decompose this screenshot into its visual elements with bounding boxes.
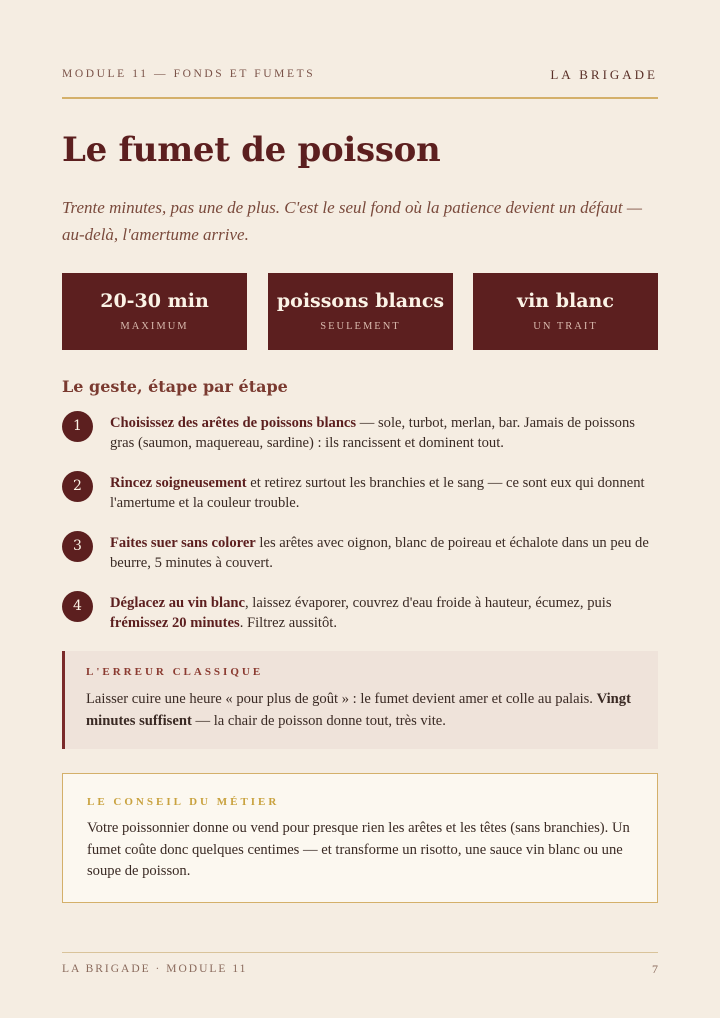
callout-bold: Vingt minutes suffisent: [86, 691, 631, 729]
stat-value: vin blanc: [517, 290, 614, 312]
step-bold: Rincez soigneusement: [110, 475, 247, 491]
step-text: [110, 473, 658, 513]
stat-value: 20-30 min: [100, 290, 209, 312]
callout-label: LE CONSEIL DU MÉTIER: [87, 796, 280, 808]
step-bold: Faites suer sans colorer: [110, 535, 256, 551]
footer-label: LA BRIGADE · MODULE 11: [62, 963, 248, 975]
page-title: Le fumet de poisson: [62, 130, 441, 170]
stats-row: [62, 273, 658, 350]
step-number-badge: 2: [62, 471, 93, 502]
step-bold: Choisissez des arêtes de poissons blancs: [110, 415, 357, 431]
header-divider: [62, 97, 658, 99]
step-body: les arêtes avec oignon, blanc de poireau et échalote dans un peu de beurre, 5 minutes à couvert.: [110, 535, 649, 571]
step-body: — sole, turbot, merlan, bar. Jamais de poissons gras (saumon, maquereau, sardine) : ils rancissent et dominent tout.: [110, 415, 635, 451]
stat-card-time: [62, 273, 247, 350]
stat-card-fish: [268, 273, 453, 350]
module-label: MODULE 11 — FONDS ET FUMETS: [62, 68, 316, 80]
callout-text: Laisser cuire une heure « pour plus de goût » : le fumet devient amer et colle au palais.: [86, 691, 597, 707]
page-number: 7: [652, 962, 658, 976]
callout-text-end: — la chair de poisson donne tout, très vite.: [191, 713, 446, 729]
step-bold: Déglacez au vin blanc: [110, 595, 245, 611]
stat-caption: SEULEMENT: [320, 321, 401, 332]
classic-error-callout: [62, 651, 658, 749]
step-text: [110, 593, 658, 633]
section-heading: Le geste, étape par étape: [62, 377, 288, 396]
page-header: [62, 68, 658, 84]
callout-label: L'ERREUR CLASSIQUE: [86, 666, 264, 678]
footer-divider: [62, 952, 658, 953]
step-body: et retirez surtout les branchies et le sang — ce sont eux qui donnent l'amertume et la couleur trouble.: [110, 475, 645, 511]
lede-text: Trente minutes, pas une de plus. C'est le seul fond où la patience devient un défaut — au-delà, l'amertume arrive.: [62, 198, 642, 244]
callout-body: [86, 688, 646, 732]
stat-caption: MAXIMUM: [120, 321, 189, 332]
step-bold-secondary: frémissez 20 minutes: [110, 615, 240, 631]
stat-value: poissons blancs: [276, 290, 445, 312]
brand-name: LA BRIGADE: [550, 67, 658, 82]
trade-tip-callout: [62, 773, 658, 903]
step-text: [110, 533, 658, 573]
stat-card-wine: [473, 273, 658, 350]
stat-caption: UN TRAIT: [533, 321, 598, 332]
step-number-badge: 3: [62, 531, 93, 562]
step-body: , laissez évaporer, couvrez d'eau froide à hauteur, écumez, puis: [245, 595, 612, 611]
step-body-end: . Filtrez aussitôt.: [239, 615, 337, 631]
callout-body: Votre poissonnier donne ou vend pour presque rien les arêtes et les têtes (sans branchies). Un fumet coûte donc quelques centimes — et transforme un risotto, une sauce vin blanc ou une soupe de poisson.: [87, 820, 630, 879]
step-number-badge: 1: [62, 411, 93, 442]
step-number-badge: 4: [62, 591, 93, 622]
step-text: [110, 413, 658, 453]
